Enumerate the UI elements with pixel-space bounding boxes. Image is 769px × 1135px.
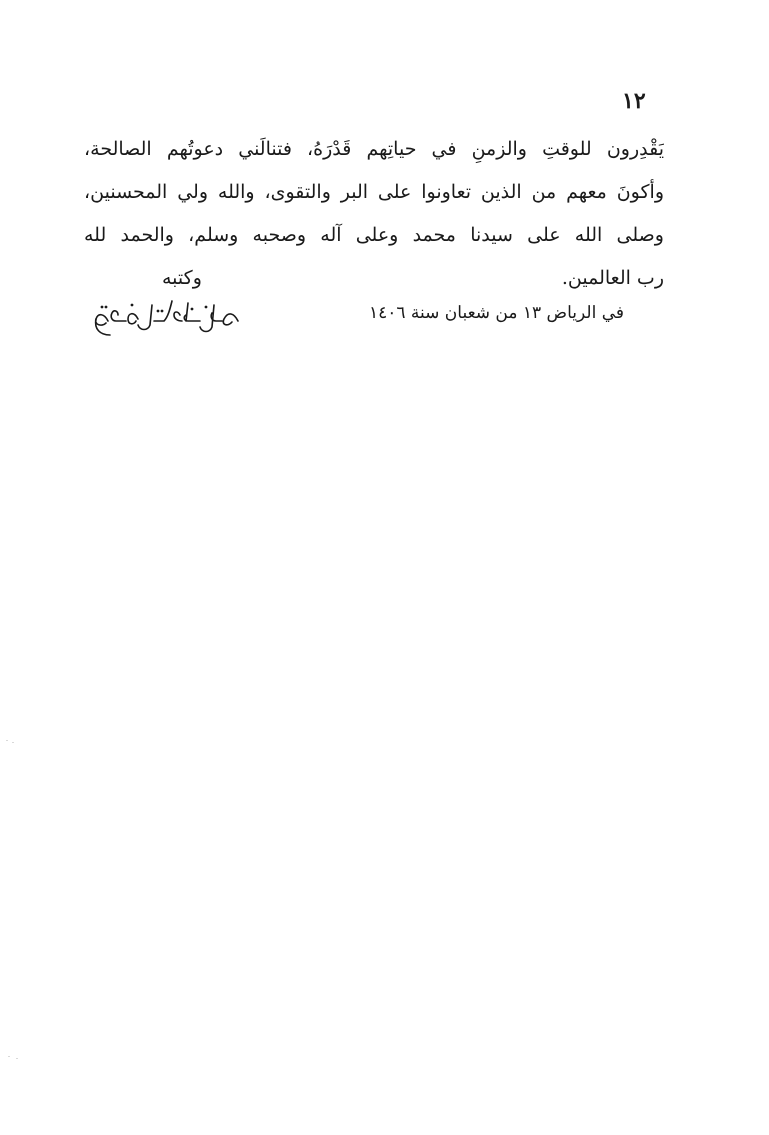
closing-block [84, 293, 624, 339]
closing-word: وكتبه [162, 267, 202, 289]
scan-specks [0, 740, 30, 1060]
place-date: في الرياض ١٣ من شعبان سنة ١٤٠٦ [368, 303, 624, 323]
page-number: ١٢ [622, 88, 646, 114]
text-line-end: رب العالمين. [561, 267, 664, 289]
body-text [84, 128, 664, 300]
text-line: وأكونَ معهم من الذين تعاونوا على البر والتقوى، والله ولي المحسنين، [84, 181, 664, 203]
text-line: يَقْدِرون للوقتِ والزمنِ في حياتِهم قَدْرَهُ، فتنالَني دعوتُهم الصالحة، [84, 138, 664, 160]
handwritten-signature [88, 291, 248, 339]
text-line: وصلى الله على سيدنا محمد وعلى آله وصحبه وسلم، والحمد لله [84, 224, 664, 246]
